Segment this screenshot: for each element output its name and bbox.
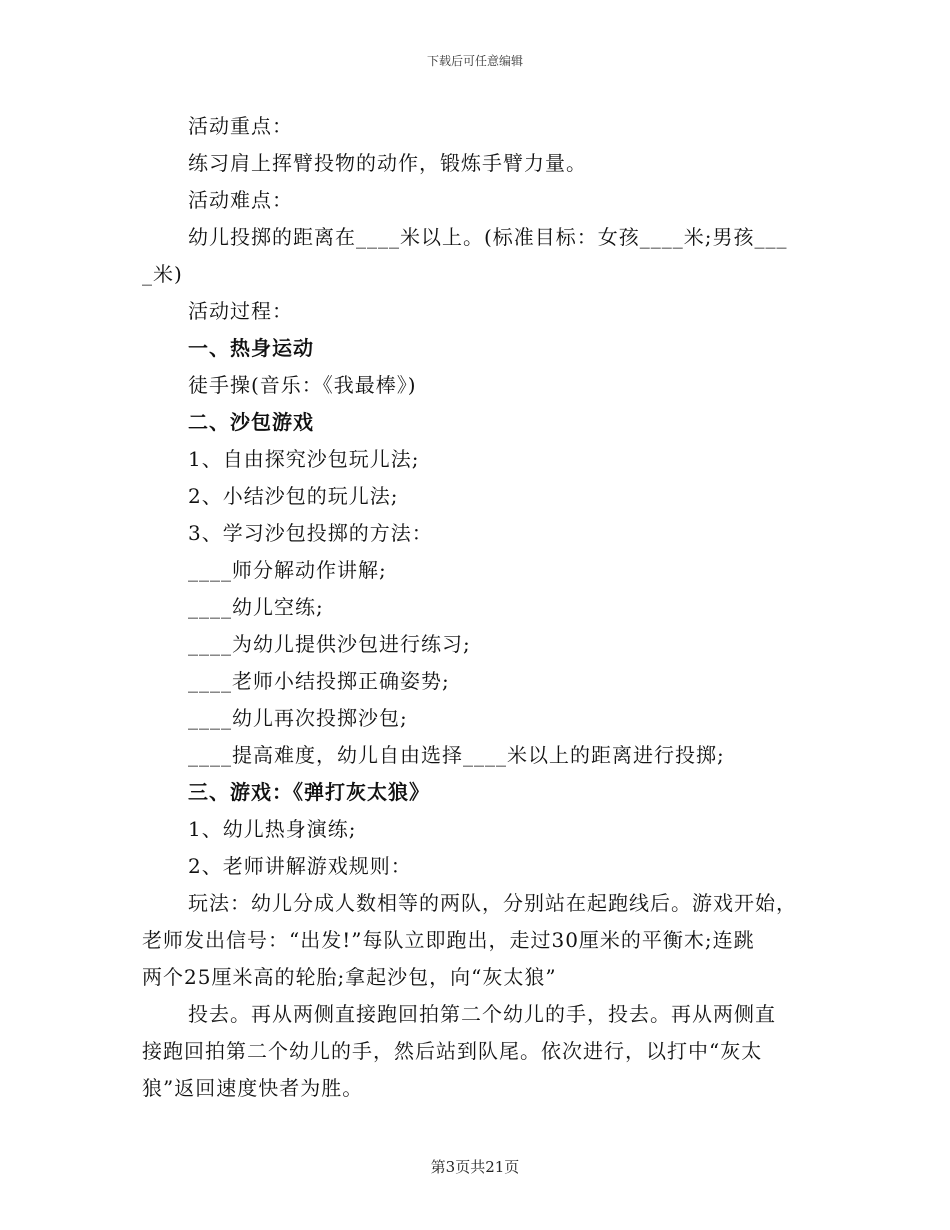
step-line: ____老师小结投掷正确姿势; [188,669,450,693]
text-line: 活动过程： [188,299,293,323]
step-line: ____幼儿再次投掷沙包; [188,706,408,730]
page-header-note: 下载后可任意编辑 [426,54,523,68]
text-line: 幼儿投掷的距离在____米以上。(标准目标：女孩____米;男孩___ [188,225,788,249]
section-heading: 三、游戏：《弹打灰太狼》 [188,780,430,804]
list-item: 3、学习沙包投掷的方法： [188,521,433,545]
document-body [142,108,807,1107]
list-item: 1、自由探究沙包玩儿法; [188,447,420,471]
paragraph-line: 狼”返回速度快者为胜。 [142,1076,364,1100]
paragraph-line: 两个25厘米高的轮胎;拿起沙包，向“灰太狼” [142,965,557,989]
section-heading: 一、热身运动 [188,336,314,360]
paragraph-line: 投去。再从两侧直接跑回拍第二个幼儿的手，投去。再从两侧直 [188,1002,776,1026]
list-item: 2、小结沙包的玩儿法; [188,484,399,508]
step-line: ____师分解动作讲解; [188,558,387,582]
paragraph-line: 老师发出信号：“出发!”每队立即跑出，走过30厘米的平衡木;连跳 [142,928,755,952]
paragraph-line: 接跑回拍第二个幼儿的手，然后站到队尾。依次进行，以打中“灰太 [142,1039,763,1063]
text-line: 练习肩上挥臂投物的动作，锻炼手臂力量。 [188,151,587,175]
list-item: 2、老师讲解游戏规则： [188,854,412,878]
step-line: ____幼儿空练; [188,595,324,619]
step-line: ____提高难度，幼儿自由选择____米以上的距离进行投掷; [188,743,725,767]
text-line: _米) [142,262,183,286]
page-number: 第3页共21页 [430,1158,520,1176]
text-line: 活动重点： [188,114,293,138]
text-line: 活动难点： [188,188,293,212]
section-heading: 二、沙包游戏 [188,410,314,434]
list-item: 1、幼儿热身演练; [188,817,357,841]
text-line: 徒手操(音乐：《我最棒》) [188,373,417,397]
paragraph-line: 玩法：幼儿分成人数相等的两队，分别站在起跑线后。游戏开始， [188,891,797,915]
step-line: ____为幼儿提供沙包进行练习; [188,632,471,656]
